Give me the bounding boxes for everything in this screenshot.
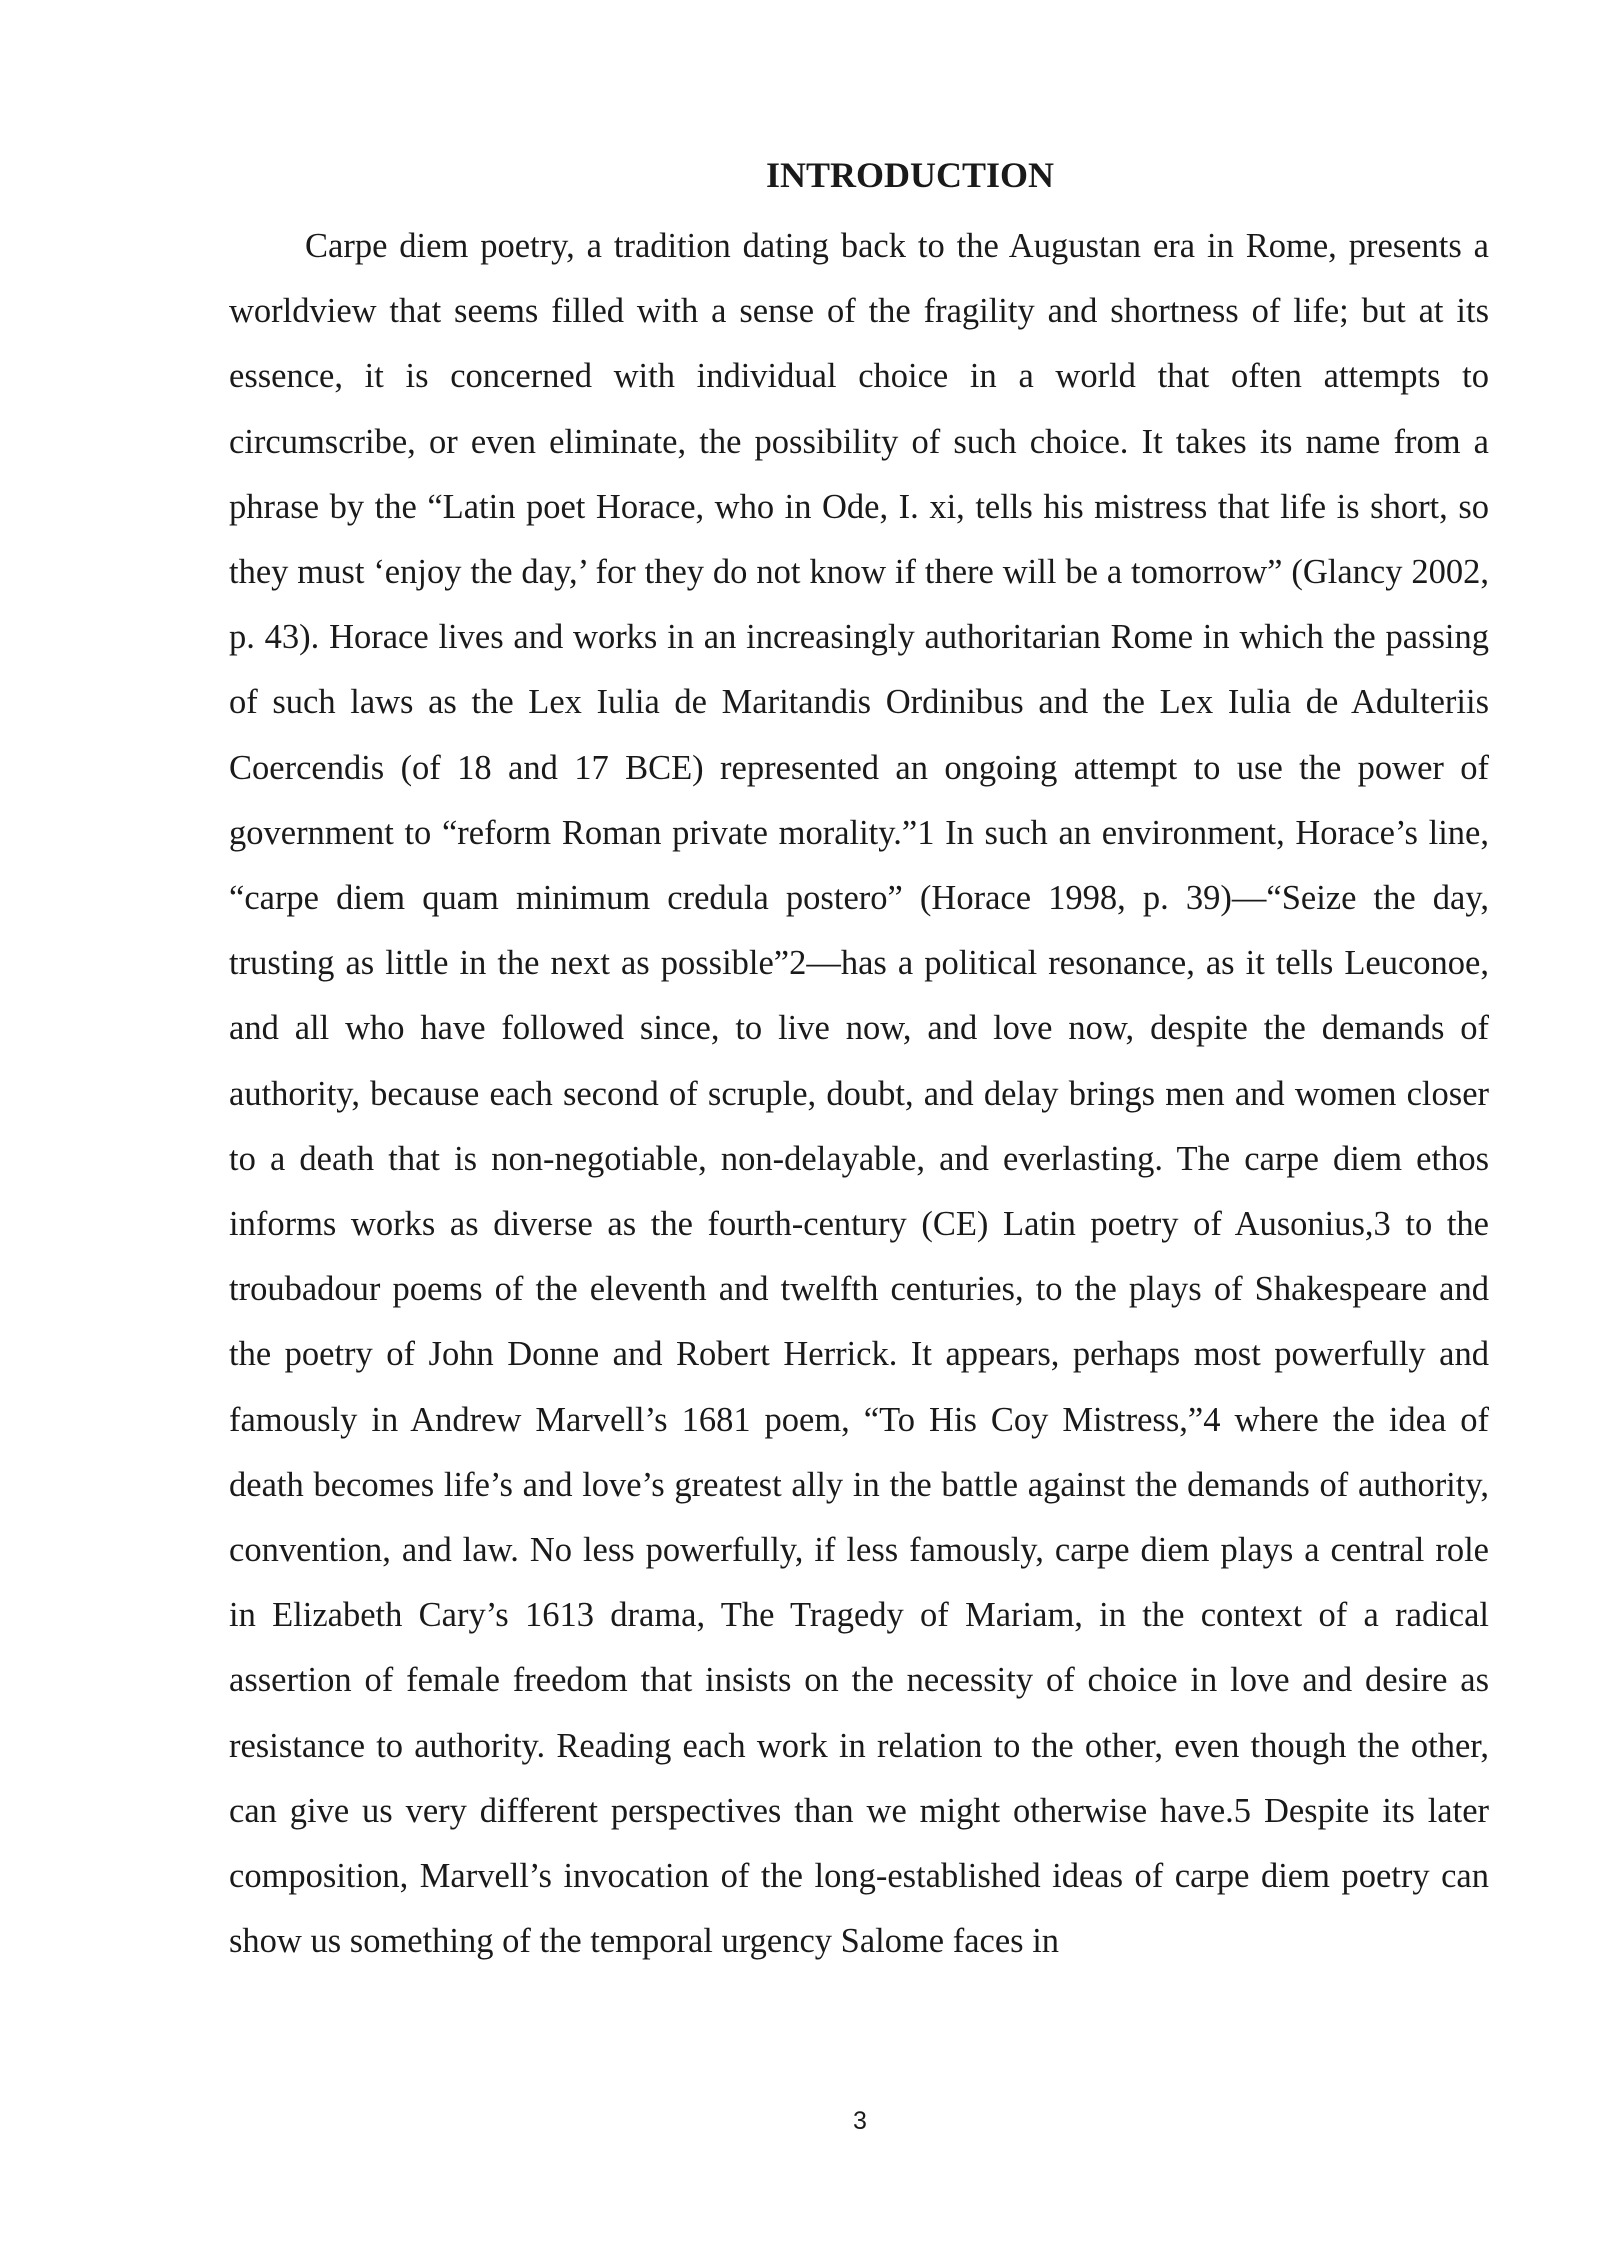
body-paragraph: Carpe diem poetry, a tradition dating back to the Augustan era in Rome, presents a worldview that seems filled with a sense of the fragility and shortness of life; but at its essence, it is concerned with individual choice in a world that often attempts to circumscribe, or even eliminate, the possibility of such choice. It takes its name from a phrase by the “Latin poet Horace, who in Ode, I. xi, tells his mistress that life is short, so they must ‘enjoy the day,’ for they do not know if there will be a tomorrow” (Glancy 2002, p. 43). Horace lives and works in an increasingly authoritarian Rome in which the passing of such laws as the Lex Iulia de Maritandis Ordinibus and the Lex Iulia de Adulteriis Coercendis (of 18 and 17 BCE) represented an ongoing attempt to use the power of government to “reform Roman private morality.”1 In such an environment, Horace’s line, “carpe diem quam minimum credula postero” (Horace 1998, p. 39)—“Seize the day, trusting as little in the next as possible”2—has a political resonance, as it tells Leuconoe, and all who have followed since, to live now, and love now, despite the demands of authority, because each second of scruple, doubt, and delay brings men and women closer to a death that is non-negotiable, non-delayable, and everlasting. The carpe diem ethos informs works as diverse as the fourth-century (CE) Latin poetry of Ausonius,3 to the troubadour poems of the eleventh and twelfth centuries, to the plays of Shakespeare and the poetry of John Donne and Robert Herrick. It appears, perhaps most powerfully and famously in Andrew Marvell’s 1681 poem, “To His Coy Mistress,”4 where the idea of death becomes life’s and love’s greatest ally in the battle against the demands of authority, convention, and law. No less powerfully, if less famously, carpe diem plays a central role in Elizabeth Cary’s 1613 drama, The Tragedy of Mariam, in the context of a radical assertion of female freedom that insists on the necessity of choice in love and desire as resistance to authority. Reading each work in relation to the other, even though the other, can give us very different perspectives than we might otherwise have.5 Despite its later composition, Marvell’s invocation of the long-established ideas of carpe diem poetry can show us something of the temporal urgency Salome faces in — [229, 227, 1489, 1961]
page-number: 3 — [853, 2107, 867, 2135]
section-heading: INTRODUCTION — [765, 155, 1055, 195]
